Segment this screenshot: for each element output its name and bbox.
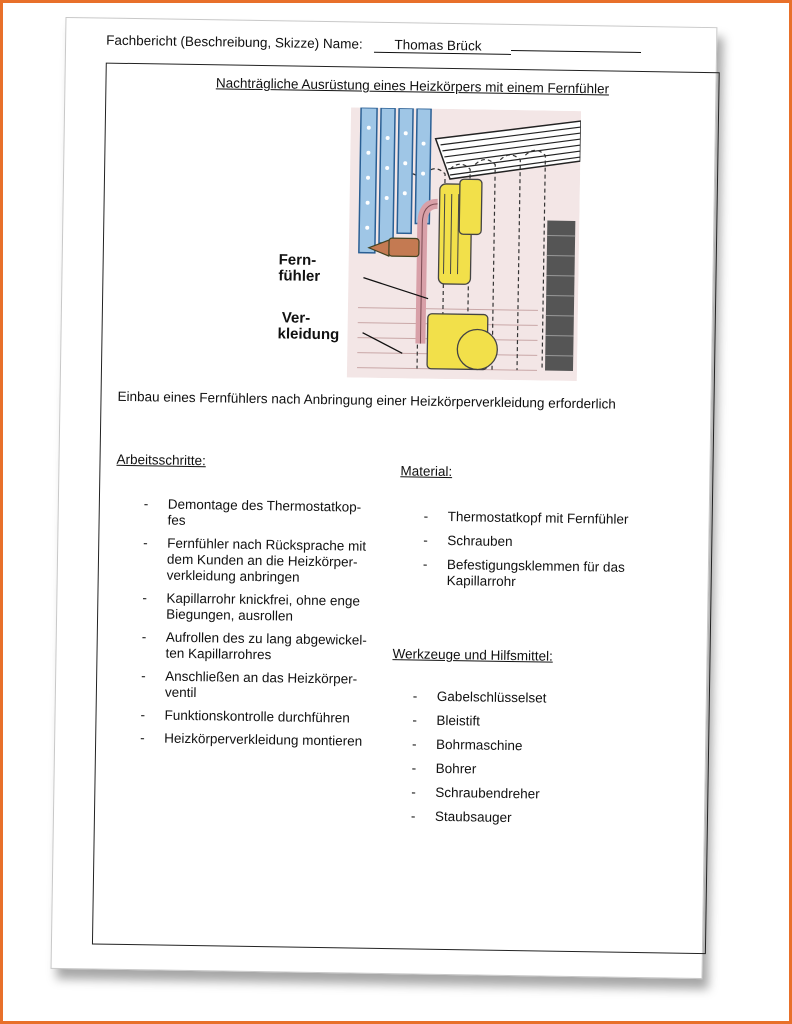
- list-item: [137, 629, 387, 665]
- list-item: [408, 736, 648, 756]
- list-item-text: Bohrmaschine: [436, 736, 523, 754]
- werkzeuge-list: [407, 688, 649, 836]
- list-item-text: Kapillarrohr knickfrei, ohne enge: [166, 590, 361, 609]
- name-underline: [511, 50, 641, 53]
- list-item: [138, 590, 388, 626]
- bullet-dash: -: [143, 496, 149, 512]
- arbeitsschritte-list: [136, 496, 390, 757]
- list-item-text: Biegungen, ausrollen: [166, 606, 294, 624]
- name-label: Name:: [322, 36, 363, 52]
- list-item: [137, 668, 387, 704]
- material-list: [418, 509, 659, 601]
- list-item-text: Bohrer: [435, 760, 477, 777]
- page-title: Nachträgliche Ausrüstung eines Heizkörpers mit einem Fernfühler: [215, 75, 610, 97]
- sheet: [51, 17, 718, 979]
- bullet-dash: -: [422, 556, 428, 572]
- bullet-dash: -: [411, 760, 417, 776]
- list-item: [407, 784, 647, 804]
- label-fernfuehler-2: fühler: [278, 267, 321, 285]
- list-item: [407, 808, 647, 828]
- label-fernfuehler-1: Fern-: [278, 251, 317, 269]
- list-item: [136, 730, 386, 750]
- bullet-dash: -: [142, 590, 148, 606]
- list-item-text: verkleidung anbringen: [166, 567, 300, 585]
- bullet-dash: -: [143, 535, 148, 551]
- list-item: [420, 509, 660, 529]
- name-value: Thomas Brück: [374, 37, 511, 55]
- list-item-text: ten Kapillarrohres: [165, 645, 272, 663]
- list-item: [408, 760, 648, 780]
- document-page: [51, 17, 716, 977]
- bullet-dash: -: [141, 668, 146, 684]
- radiator-illustration: [277, 106, 581, 381]
- list-item: [409, 688, 649, 708]
- list-item: [139, 496, 389, 532]
- list-item: [136, 707, 386, 727]
- list-item-text: Demontage des Thermostatkop-: [167, 496, 362, 515]
- header-label: Fachbericht (Beschreibung, Skizze): [106, 32, 320, 51]
- bullet-dash: -: [140, 730, 145, 746]
- label-verkleidung-1: Ver-: [281, 309, 311, 327]
- list-item-text: Thermostatkopf mit Fernfühler: [447, 509, 629, 527]
- label-verkleidung-2: kleidung: [277, 325, 340, 344]
- header-line: [106, 33, 642, 57]
- material-title: Material:: [400, 463, 453, 480]
- list-item-text: Anschließen an das Heizkörper-: [165, 668, 358, 687]
- list-item-text: dem Kunden an die Heizkörper-: [166, 551, 358, 570]
- list-item: [419, 557, 659, 593]
- list-item-text: Fernfühler nach Rücksprache mit: [167, 535, 367, 554]
- content-box: [92, 63, 720, 955]
- list-item-text: Schrauben: [447, 533, 513, 550]
- werkzeuge-title: Werkzeuge und Hilfsmittel:: [392, 646, 553, 664]
- bullet-dash: -: [412, 688, 418, 704]
- list-item-text: ventil: [164, 684, 197, 701]
- list-item-text: Kapillarrohr: [446, 573, 516, 590]
- list-item-text: fes: [167, 512, 186, 528]
- bullet-dash: -: [411, 784, 416, 800]
- bullet-dash: -: [423, 508, 429, 524]
- bullet-dash: -: [412, 736, 417, 752]
- list-item-text: Bleistift: [436, 712, 481, 729]
- list-item-text: Funktionskontrolle durchführen: [164, 707, 351, 726]
- list-item: [419, 533, 659, 553]
- list-item-text: Staubsauger: [434, 808, 512, 826]
- arbeitsschritte-title: Arbeitsschritte:: [116, 451, 206, 469]
- bullet-dash: -: [410, 808, 416, 824]
- list-item-text: Aufrollen des zu lang abgewickel-: [165, 629, 367, 648]
- list-item-text: Heizkörperverkleidung montieren: [164, 730, 363, 749]
- list-item-text: Gabelschlüsselset: [436, 688, 547, 706]
- bullet-dash: -: [140, 707, 146, 723]
- list-item-text: Schraubendreher: [435, 784, 540, 802]
- list-item-text: Befestigungsklemmen für das: [446, 557, 625, 575]
- list-item: [408, 712, 648, 732]
- bullet-dash: -: [412, 712, 418, 728]
- figure-caption: Einbau eines Fernfühlers nach Anbringung einer Heizkörperverkleidung erforderlich: [117, 388, 616, 412]
- bullet-dash: -: [423, 532, 428, 548]
- bullet-dash: -: [141, 629, 147, 645]
- list-item: [139, 535, 390, 587]
